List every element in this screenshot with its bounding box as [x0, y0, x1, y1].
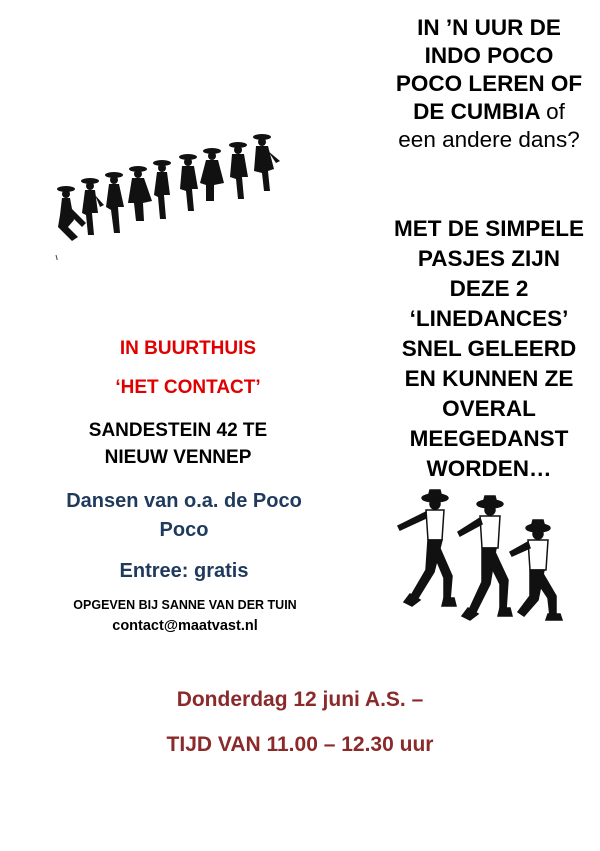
event-time: TIJD VAN 11.00 – 12.30 uur [166, 733, 434, 756]
location-line-2: ‘HET CONTACT’ [115, 377, 261, 398]
info-line: PASJES ZIJN [417, 246, 561, 271]
dance-line-1: Dansen van o.a. de Poco [66, 490, 302, 512]
info-line: DEZE 2 [449, 276, 529, 301]
entree-text: Entree: gratis [119, 560, 249, 582]
contact-email[interactable]: contact@maatvast.nl [112, 618, 258, 634]
dance-line-2: Poco [159, 519, 209, 541]
cowboy-dancers-image [390, 488, 565, 623]
line-dancers-image [48, 115, 283, 260]
event-date: Donderdag 12 juni A.S. – [176, 688, 424, 711]
address-line-2: NIEUW VENNEP [104, 447, 252, 468]
location-line-1: IN BUURTHUIS [119, 338, 257, 359]
address-line-1: SANDESTEIN 42 TE [88, 420, 268, 441]
intro-line: POCO LEREN OF [395, 71, 583, 96]
intro-line: DE CUMBIA [413, 99, 540, 124]
info-line: MET DE SIMPELE [393, 216, 585, 241]
info-line: MEEGEDANST [409, 426, 569, 451]
linedance-info [378, 214, 600, 484]
info-line: WORDEN… [426, 456, 552, 481]
info-line: ‘LINEDANCES’ [409, 306, 569, 331]
intro-question [378, 14, 600, 154]
intro-of-word: of [546, 99, 565, 124]
info-line: EN KUNNEN ZE [404, 366, 574, 391]
intro-line: INDO POCO [424, 43, 554, 68]
signup-text: OPGEVEN BIJ SANNE VAN DER TUIN [73, 598, 297, 612]
intro-line: IN ’N UUR DE [417, 15, 561, 40]
info-line: OVERAL [442, 396, 536, 421]
info-line: SNEL GELEERD [401, 336, 577, 361]
intro-line: een andere dans? [398, 127, 580, 152]
